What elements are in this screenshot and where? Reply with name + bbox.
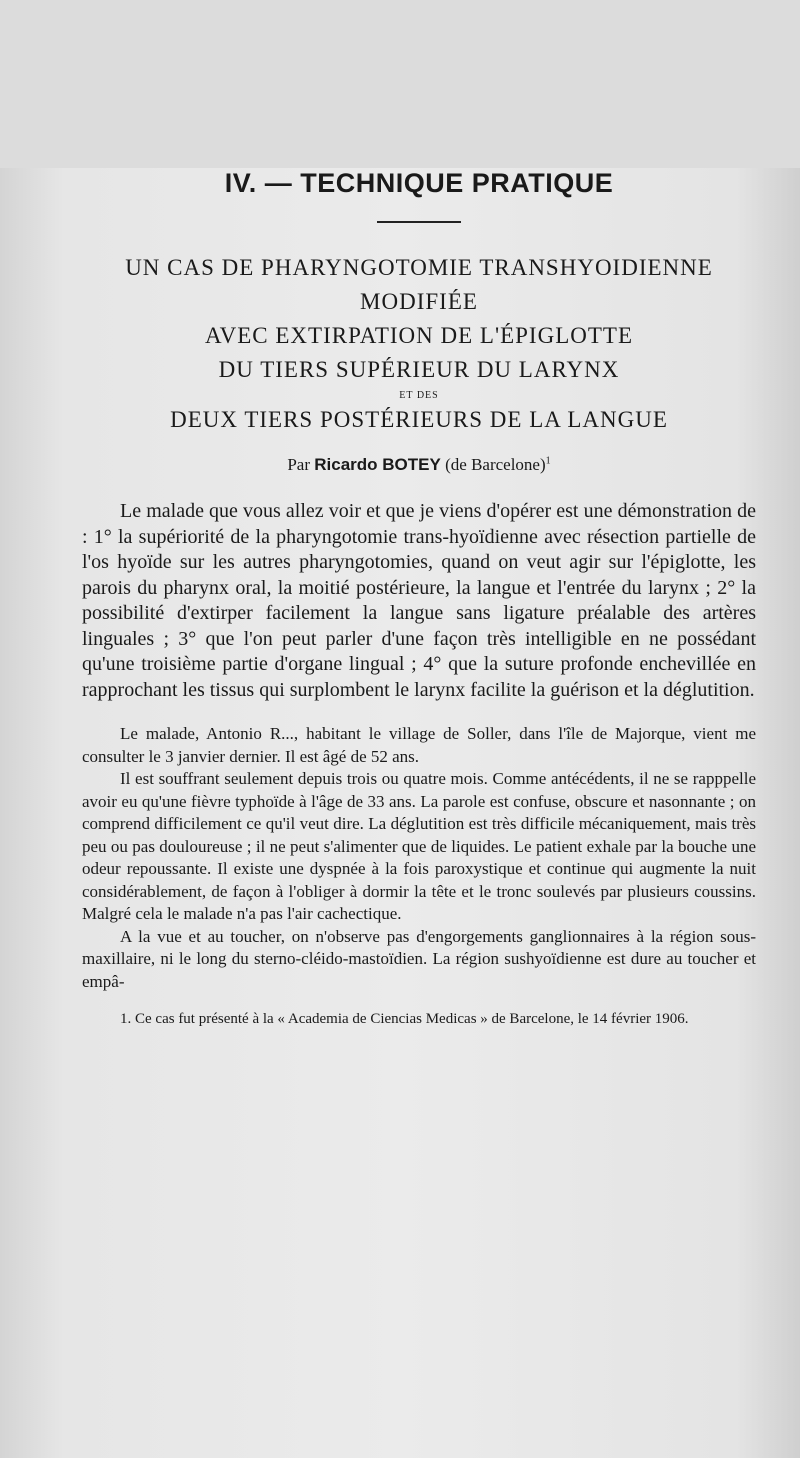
article-title-line-2: MODIFIÉE — [360, 289, 478, 314]
section-heading: IV. — TECHNIQUE PRATIQUE — [224, 168, 614, 198]
body-paragraph-4: A la vue et au toucher, on n'observe pas d'engorgements ganglionnaires à la région sous-maxillaire, ni le long du sterno-cléido-mastoïdien. La région sushyoïdienne est dure au toucher et empâ- — [82, 926, 756, 991]
footnote — [82, 1009, 756, 1029]
body-paragraph-2: Le malade, Antonio R..., habitant le village de Soller, dans l'île de Majorque, vient me consulter le 3 janvier dernier. Il est âgé de 52 ans. — [82, 724, 756, 766]
author-name: Ricardo BOTEY — [314, 455, 441, 474]
page — [0, 168, 800, 1458]
footnote-marker: 1 — [545, 455, 551, 467]
article-title-line-5: ET DES — [399, 390, 439, 401]
footnote-text: Ce cas fut présenté à la « Academia de Ciencias Medicas » de Barcelone, le 14 février 1906. — [135, 1011, 689, 1027]
article-title-line-6: DEUX TIERS POSTÉRIEURS DE LA LANGUE — [170, 407, 668, 432]
footnote-number: 1. — [120, 1011, 132, 1027]
body-paragraph-3: Il est souffrant seulement depuis trois ou quatre mois. Comme antécédents, il ne se rapppelle avoir eu qu'une fièvre typhoïde à l'âge de 33 ans. La parole est confuse, obscure et nasonnante ; on comprend difficilement ce qu'il veut dire. La déglutition est très difficile mécaniquement, mais très peu ou pas douloureuse ; il ne peut s'alimenter que de liquides. Le patient exhale par la bouche une odeur repoussante. Il existe une dyspnée à la fois paroxystique et continue qui augmente la nuit considérablement, de façon à l'obliger à dormir la tête et le tronc soulevés par plusieurs coussins. Malgré cela le malade n'a pas l'air cachectique. — [82, 769, 756, 923]
article-title-line-3: AVEC EXTIRPATION DE L'ÉPIGLOTTE — [204, 323, 634, 348]
byline — [82, 455, 756, 475]
article-title-line-1: UN CAS DE PHARYNGOTOMIE TRANSHYOIDIENNE — [125, 255, 713, 280]
article-title-line-4: DU TIERS SUPÉRIEUR DU LARYNX — [218, 357, 620, 382]
title-divider — [377, 221, 461, 223]
byline-prefix: Par — [287, 455, 311, 474]
body-paragraph-1: Le malade que vous allez voir et que je viens d'opérer est une démonstration de : 1° la supériorité de la pharyngotomie trans-hyoïdienne avec résection partielle de l'os hyoïde sur les autres pharyngotomies, quand on veut agir sur l'épiglotte, les parois du pharynx oral, la moitié postérieure, la langue et l'entrée du larynx ; 2° la possibilité d'extirper facilement la langue sans ligature préalable des artères linguales ; 3° que l'on peut parler d'une façon très intelligible en ne possédant qu'une troisième partie d'organe lingual ; 4° que la suture profonde enchevillée en rapprochant les tissus qui surplombent le larynx facilite la guérison et la déglutition. — [82, 500, 756, 701]
byline-affiliation: (de Barcelone) — [445, 455, 546, 474]
